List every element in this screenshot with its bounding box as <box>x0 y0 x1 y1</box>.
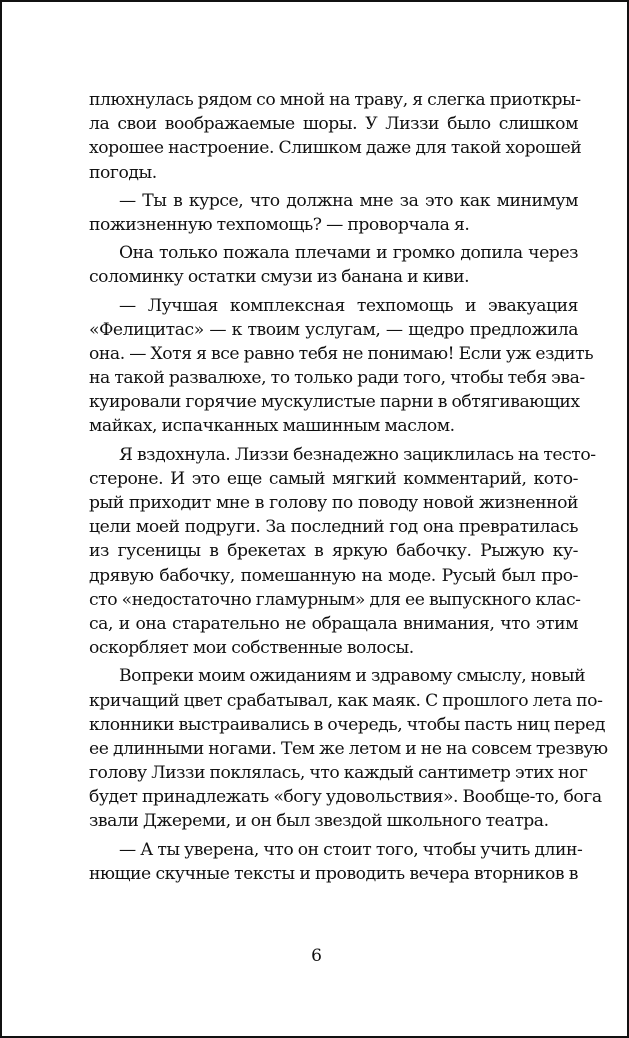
text-line: хорошее настроение. Слишком даже для такой хорошей <box>89 138 582 159</box>
text-line: «Фелицитас» — к твоим услугам, — щедро предложила <box>89 319 578 340</box>
text-line: звали Джереми, и он был звездой школьного театра. <box>89 811 549 832</box>
text-line: Она только пожала плечами и громко допила через <box>119 243 578 264</box>
text-line: кричащий цвет срабатывал, как маяк. С прошлого лета по- <box>89 690 603 711</box>
text-line: оскорбляет мои собственные волосы. <box>89 638 414 659</box>
text-line: она. — Хотя я все равно тебя не понимаю! Если уж ездить <box>89 343 594 364</box>
paragraph <box>89 241 578 289</box>
text-line: сто «недостаточно гламурным» для ее выпускного клас- <box>89 589 581 610</box>
text-line: — Ты в курсе, что должна мне за это как минимум <box>119 190 578 211</box>
text-line: плюхнулась рядом со мной на траву, я слегка приоткры- <box>89 90 581 110</box>
text-line: куировали горячие мускулистые парни в обтягивающих <box>89 392 580 413</box>
text-line: из гусеницы в брекетах в яркую бабочку. Рыжую ку- <box>89 541 578 562</box>
paragraph <box>89 88 582 185</box>
body-text <box>89 88 608 886</box>
text-line: голову Лиззи поклялась, что каждый сантиметр этих ног <box>89 763 588 784</box>
text-line: клонники выстраивались в очередь, чтобы пасть ниц перед <box>89 714 605 735</box>
paragraph <box>89 294 594 439</box>
paragraph <box>89 189 578 237</box>
text-line: будет принадлежать «богу удовольствия». Вообще-то, бога <box>89 787 602 808</box>
text-line: погоды. <box>89 162 157 183</box>
text-line: соломинку остатки смузи из банана и киви. <box>89 267 470 288</box>
text-line: пожизненную техпомощь? — проворчала я. <box>89 214 470 235</box>
text-line: дрявую бабочку, помешанную на моде. Русый был про- <box>89 565 578 586</box>
text-line: ла свои воображаемые шоры. У Лиззи было слишком <box>89 114 578 135</box>
text-line: са, и она старательно не обращала внимания, что этим <box>89 613 578 634</box>
paragraph <box>89 443 596 661</box>
text-line: Я вздохнула. Лиззи безнадежно зациклилась на тесто- <box>119 444 596 465</box>
paragraph <box>89 664 608 833</box>
text-line: цели моей подруги. За последний год она превратилась <box>89 517 578 538</box>
text-line: Вопреки моим ожиданиям и здравому смыслу, новый <box>119 666 586 687</box>
text-line: на такой развалюхе, то только ради того, чтобы тебя эва- <box>89 368 585 389</box>
text-line: нющие скучные тексты и проводить вечера вторников в <box>89 863 578 884</box>
paragraph <box>89 838 583 886</box>
text-line: стероне. И это еще самый мягкий комментарий, кото- <box>89 468 578 489</box>
text-line: рый приходит мне в голову по поводу новой жизненной <box>89 493 578 513</box>
text-line: майках, испачканных машинным маслом. <box>89 416 455 437</box>
text-line: — Лучшая комплексная техпомощь и эвакуация <box>119 295 578 316</box>
text-line: ее длинными ногами. Тем же летом и не на совсем трезвую <box>89 738 608 759</box>
page-number: 6 <box>311 946 322 966</box>
text-line: — А ты уверена, что он стоит того, чтобы учить длин- <box>119 839 583 860</box>
